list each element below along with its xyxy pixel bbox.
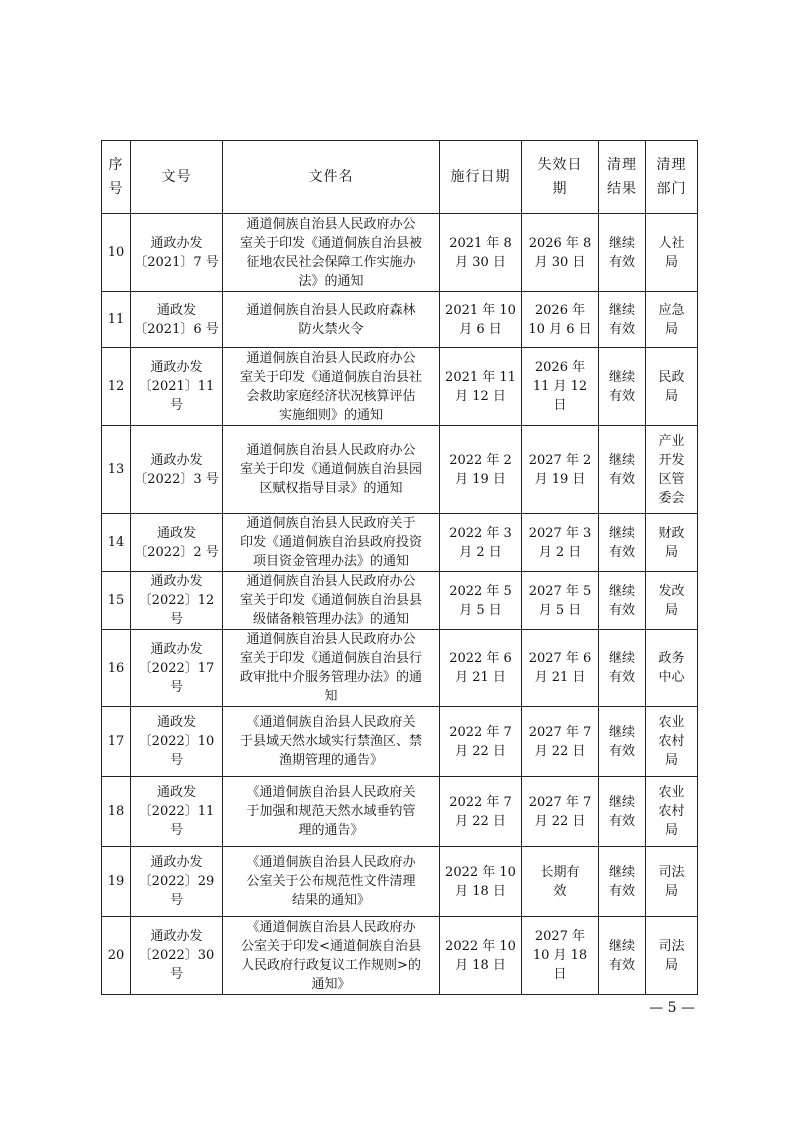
header-doc-number: 文号	[131, 141, 223, 214]
cell-expiry-date: 2027 年 3 月 2 日	[522, 514, 599, 572]
cell-seq: 16	[102, 630, 131, 707]
cell-seq: 19	[102, 847, 131, 917]
cell-seq: 11	[102, 292, 131, 348]
cell-doc-number: 通政办发 〔2022〕12 号	[131, 572, 223, 630]
table-row	[102, 214, 698, 292]
cell-cleanup-result: 继续 有效	[599, 847, 646, 917]
cell-seq: 13	[102, 426, 131, 514]
table-row	[102, 348, 698, 426]
cell-document-name: 通道侗族自治县人民政府办公 室关于印发《通道侗族自治县行 政审批中介服务管理办法》的通 知	[223, 630, 440, 707]
cell-effective-date: 2021 年 10 月 6 日	[440, 292, 522, 348]
cell-doc-number: 通政办发 〔2022〕3 号	[131, 426, 223, 514]
table-row	[102, 572, 698, 630]
cell-seq: 10	[102, 214, 131, 292]
cell-cleanup-result: 继续 有效	[599, 348, 646, 426]
cell-expiry-date: 2026 年 10 月 6 日	[522, 292, 599, 348]
table-row	[102, 292, 698, 348]
cell-cleanup-dept: 人社 局	[646, 214, 698, 292]
cell-effective-date: 2022 年 6 月 21 日	[440, 630, 522, 707]
cell-effective-date: 2021 年 11 月 12 日	[440, 348, 522, 426]
cell-effective-date: 2022 年 3 月 2 日	[440, 514, 522, 572]
table-row	[102, 426, 698, 514]
cell-document-name: 通道侗族自治县人民政府关于 印发《通道侗族自治县政府投资 项目资金管理办法》的通知	[223, 514, 440, 572]
cell-document-name: 《通道侗族自治县人民政府办 公室关于印发<通道侗族自治县 人民政府行政复议工作规则>的 通知》	[223, 917, 440, 995]
cell-expiry-date: 2027 年 5 月 5 日	[522, 572, 599, 630]
cell-cleanup-dept: 财政 局	[646, 514, 698, 572]
cell-cleanup-dept: 产业 开发 区管 委会	[646, 426, 698, 514]
table-row	[102, 847, 698, 917]
document-table	[101, 140, 698, 995]
cell-doc-number: 通政办发 〔2021〕7 号	[131, 214, 223, 292]
cell-doc-number: 通政办发 〔2022〕17 号	[131, 630, 223, 707]
cell-cleanup-dept: 农业 农村 局	[646, 707, 698, 777]
cell-seq: 14	[102, 514, 131, 572]
cell-expiry-date: 长期有 效	[522, 847, 599, 917]
cell-seq: 17	[102, 707, 131, 777]
cell-expiry-date: 2027 年 6 月 21 日	[522, 630, 599, 707]
cell-doc-number: 通政发 〔2021〕6 号	[131, 292, 223, 348]
cell-document-name: 《通道侗族自治县人民政府关 于县域天然水域实行禁渔区、禁 渔期管理的通告》	[223, 707, 440, 777]
header-expiry-date: 失效日 期	[522, 141, 599, 214]
header-cleanup-result: 清理 结果	[599, 141, 646, 214]
cell-effective-date: 2021 年 8 月 30 日	[440, 214, 522, 292]
cell-effective-date: 2022 年 10 月 18 日	[440, 847, 522, 917]
cell-cleanup-result: 继续 有效	[599, 426, 646, 514]
table-row	[102, 777, 698, 847]
cell-cleanup-result: 继续 有效	[599, 214, 646, 292]
cell-document-name: 《通道侗族自治县人民政府办 公室关于公布规范性文件清理 结果的通知》	[223, 847, 440, 917]
header-cleanup-dept: 清理 部门	[646, 141, 698, 214]
table-row	[102, 514, 698, 572]
cell-doc-number: 通政发 〔2022〕10 号	[131, 707, 223, 777]
cell-cleanup-result: 继续 有效	[599, 630, 646, 707]
cell-doc-number: 通政办发 〔2022〕30 号	[131, 917, 223, 995]
cell-expiry-date: 2026 年 11 月 12 日	[522, 348, 599, 426]
cell-document-name: 通道侗族自治县人民政府办公 室关于印发《通道侗族自治县园 区赋权指导目录》的通知	[223, 426, 440, 514]
cell-cleanup-result: 继续 有效	[599, 917, 646, 995]
cell-doc-number: 通政发 〔2022〕11 号	[131, 777, 223, 847]
header-effective-date: 施行日期	[440, 141, 522, 214]
cell-effective-date: 2022 年 10 月 18 日	[440, 917, 522, 995]
cell-expiry-date: 2027 年 7 月 22 日	[522, 707, 599, 777]
cell-seq: 12	[102, 348, 131, 426]
cell-expiry-date: 2026 年 8 月 30 日	[522, 214, 599, 292]
cell-cleanup-dept: 司法 局	[646, 917, 698, 995]
header-seq: 序 号	[102, 141, 131, 214]
cell-cleanup-dept: 民政 局	[646, 348, 698, 426]
cell-effective-date: 2022 年 7 月 22 日	[440, 777, 522, 847]
cell-seq: 15	[102, 572, 131, 630]
cell-doc-number: 通政办发 〔2021〕11 号	[131, 348, 223, 426]
cell-expiry-date: 2027 年 7 月 22 日	[522, 777, 599, 847]
page-number: — 5 —	[649, 1000, 695, 1016]
cell-document-name: 《通道侗族自治县人民政府关 于加强和规范天然水域垂钓管 理的通告》	[223, 777, 440, 847]
cell-cleanup-dept: 司法 局	[646, 847, 698, 917]
header-document-name: 文件名	[223, 141, 440, 214]
cell-expiry-date: 2027 年 10 月 18 日	[522, 917, 599, 995]
cell-cleanup-result: 继续 有效	[599, 514, 646, 572]
cell-document-name: 通道侗族自治县人民政府办公 室关于印发《通道侗族自治县县 级储备粮管理办法》的通知	[223, 572, 440, 630]
cell-cleanup-result: 继续 有效	[599, 777, 646, 847]
cell-seq: 20	[102, 917, 131, 995]
cell-cleanup-dept: 政务 中心	[646, 630, 698, 707]
cell-document-name: 通道侗族自治县人民政府办公 室关于印发《通道侗族自治县被 征地农民社会保障工作实施办 法》的通知	[223, 214, 440, 292]
cell-document-name: 通道侗族自治县人民政府办公 室关于印发《通道侗族自治县社 会救助家庭经济状况核算评估 实施细则》的通知	[223, 348, 440, 426]
cell-cleanup-result: 继续 有效	[599, 572, 646, 630]
table-row	[102, 917, 698, 995]
cell-effective-date: 2022 年 2 月 19 日	[440, 426, 522, 514]
table-row	[102, 707, 698, 777]
cell-document-name: 通道侗族自治县人民政府森林 防火禁火令	[223, 292, 440, 348]
table-row	[102, 630, 698, 707]
cell-cleanup-result: 继续 有效	[599, 292, 646, 348]
cell-cleanup-dept: 发改 局	[646, 572, 698, 630]
cell-doc-number: 通政发 〔2022〕2 号	[131, 514, 223, 572]
cell-cleanup-dept: 农业 农村 局	[646, 777, 698, 847]
cell-seq: 18	[102, 777, 131, 847]
table-header-row	[102, 141, 698, 214]
cell-cleanup-dept: 应急 局	[646, 292, 698, 348]
cell-effective-date: 2022 年 7 月 22 日	[440, 707, 522, 777]
cell-doc-number: 通政办发 〔2022〕29 号	[131, 847, 223, 917]
cell-expiry-date: 2027 年 2 月 19 日	[522, 426, 599, 514]
cell-effective-date: 2022 年 5 月 5 日	[440, 572, 522, 630]
cell-cleanup-result: 继续 有效	[599, 707, 646, 777]
